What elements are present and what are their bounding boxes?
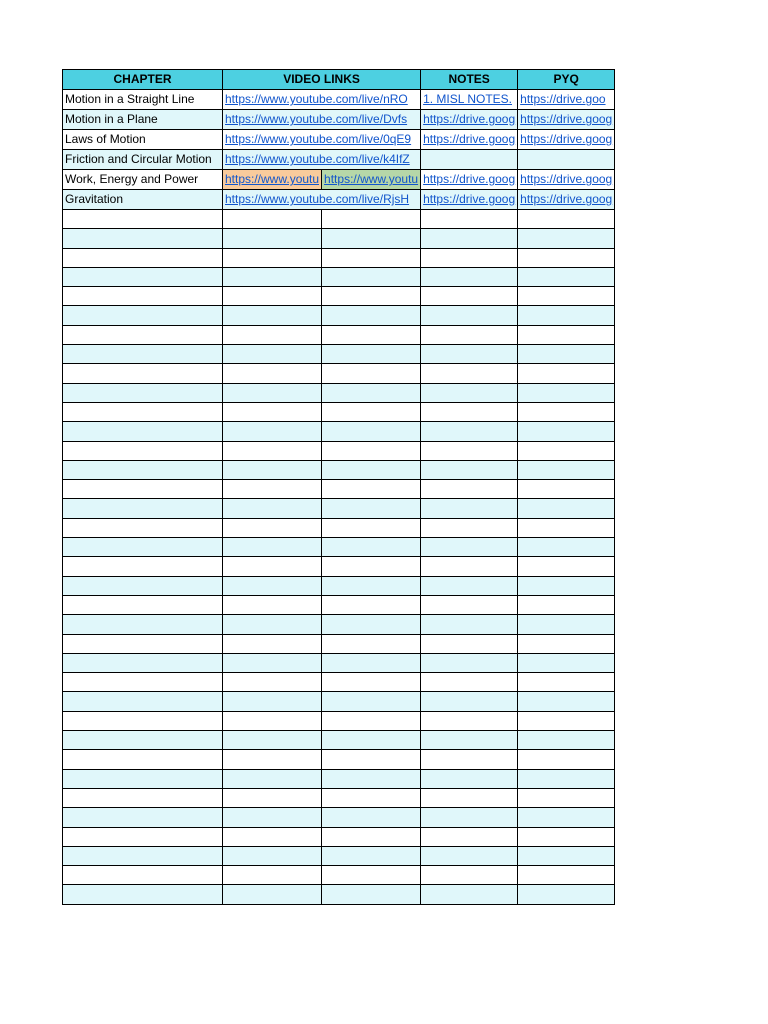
empty-cell[interactable]: [322, 538, 421, 557]
empty-cell[interactable]: [63, 769, 223, 788]
empty-cell[interactable]: [63, 653, 223, 672]
empty-cell[interactable]: [421, 634, 518, 653]
empty-cell[interactable]: [322, 711, 421, 730]
empty-cell[interactable]: [421, 788, 518, 807]
empty-cell[interactable]: [322, 827, 421, 846]
empty-cell[interactable]: [322, 653, 421, 672]
empty-cell[interactable]: [322, 615, 421, 634]
empty-cell[interactable]: [223, 711, 322, 730]
empty-cell[interactable]: [63, 557, 223, 576]
empty-row: [63, 557, 615, 576]
empty-cell[interactable]: [322, 229, 421, 248]
notes-cell[interactable]: [421, 150, 518, 170]
empty-cell[interactable]: [322, 383, 421, 402]
empty-cell[interactable]: [63, 210, 223, 229]
empty-cell[interactable]: [223, 595, 322, 614]
video-link-cell[interactable]: [223, 150, 421, 170]
empty-cell[interactable]: [421, 460, 518, 479]
empty-cell[interactable]: [421, 538, 518, 557]
empty-cell[interactable]: [322, 750, 421, 769]
empty-cell[interactable]: [421, 480, 518, 499]
empty-row: [63, 306, 615, 325]
empty-cell[interactable]: [518, 402, 615, 421]
empty-cell[interactable]: [322, 345, 421, 364]
video-link-cell[interactable]: [223, 110, 421, 130]
empty-cell[interactable]: [322, 325, 421, 344]
pyq-cell[interactable]: [518, 150, 615, 170]
pyq-link[interactable]: https://drive.goo: [520, 92, 606, 106]
empty-cell[interactable]: [322, 595, 421, 614]
empty-cell[interactable]: [223, 769, 322, 788]
empty-cell[interactable]: [223, 441, 322, 460]
empty-cell[interactable]: [63, 422, 223, 441]
chapter-cell[interactable]: Motion in a Plane: [63, 110, 223, 130]
empty-cell[interactable]: [518, 480, 615, 499]
empty-cell[interactable]: [63, 808, 223, 827]
video-link-cell-a[interactable]: [223, 170, 322, 190]
empty-cell[interactable]: [322, 364, 421, 383]
empty-cell[interactable]: [322, 634, 421, 653]
empty-row: [63, 576, 615, 595]
pyq-link-cell[interactable]: [518, 90, 615, 110]
empty-cell[interactable]: [421, 808, 518, 827]
empty-cell[interactable]: [421, 750, 518, 769]
empty-row: [63, 885, 615, 904]
empty-cell[interactable]: [63, 615, 223, 634]
empty-cell[interactable]: [322, 248, 421, 267]
empty-cell[interactable]: [322, 846, 421, 865]
empty-row: [63, 846, 615, 865]
empty-cell[interactable]: [518, 325, 615, 344]
empty-cell[interactable]: [421, 306, 518, 325]
notes-link[interactable]: 1. MISL NOTES.: [423, 92, 513, 106]
video-link[interactable]: https://www.youtube.com/live/nRO: [225, 92, 408, 106]
notes-link[interactable]: https://drive.goog: [423, 132, 516, 146]
header-row: [63, 70, 615, 90]
table-row: [63, 90, 615, 110]
empty-cell[interactable]: [518, 499, 615, 518]
empty-cell[interactable]: [421, 325, 518, 344]
empty-cell[interactable]: [63, 827, 223, 846]
empty-cell[interactable]: [63, 595, 223, 614]
empty-cell[interactable]: [223, 210, 322, 229]
empty-cell[interactable]: [223, 692, 322, 711]
empty-cell[interactable]: [421, 615, 518, 634]
empty-cell[interactable]: [518, 827, 615, 846]
empty-row: [63, 673, 615, 692]
video-link-cell[interactable]: [223, 130, 421, 150]
empty-cell[interactable]: [63, 788, 223, 807]
notes-link-cell[interactable]: [421, 110, 518, 130]
empty-cell[interactable]: [421, 345, 518, 364]
empty-cell[interactable]: [518, 731, 615, 750]
empty-cell[interactable]: [223, 885, 322, 904]
empty-cell[interactable]: [322, 731, 421, 750]
empty-cell[interactable]: [223, 731, 322, 750]
empty-cell[interactable]: [223, 750, 322, 769]
table-row: [63, 170, 615, 190]
empty-cell[interactable]: [322, 499, 421, 518]
pyq-link[interactable]: https://drive.goog: [520, 112, 613, 126]
empty-cell[interactable]: [322, 673, 421, 692]
empty-cell[interactable]: [223, 383, 322, 402]
empty-cell[interactable]: [322, 769, 421, 788]
pyq-link[interactable]: https://drive.goog: [520, 192, 613, 206]
pyq-link[interactable]: https://drive.goog: [520, 172, 613, 186]
empty-row: [63, 210, 615, 229]
empty-cell[interactable]: [223, 345, 322, 364]
empty-cell[interactable]: [223, 808, 322, 827]
empty-cell[interactable]: [63, 538, 223, 557]
empty-cell[interactable]: [322, 808, 421, 827]
notes-link[interactable]: https://drive.goog: [423, 172, 516, 186]
empty-cell[interactable]: [63, 229, 223, 248]
empty-cell[interactable]: [63, 518, 223, 537]
empty-cell[interactable]: [421, 229, 518, 248]
pyq-link-cell[interactable]: [518, 110, 615, 130]
pyq-link[interactable]: https://drive.goog: [520, 132, 613, 146]
empty-cell[interactable]: [518, 287, 615, 306]
chapter-cell[interactable]: Laws of Motion: [63, 130, 223, 150]
chapter-cell[interactable]: Friction and Circular Motion: [63, 150, 223, 170]
table-row: [63, 130, 615, 150]
empty-cell[interactable]: [518, 692, 615, 711]
video-link-cell[interactable]: [223, 90, 421, 110]
empty-cell[interactable]: [63, 866, 223, 885]
empty-cell[interactable]: [223, 653, 322, 672]
empty-cell[interactable]: [322, 576, 421, 595]
notes-link[interactable]: https://drive.goog: [423, 112, 516, 126]
empty-row: [63, 229, 615, 248]
empty-row: [63, 325, 615, 344]
empty-cell[interactable]: [322, 422, 421, 441]
empty-cell[interactable]: [421, 499, 518, 518]
empty-cell[interactable]: [518, 557, 615, 576]
empty-row: [63, 267, 615, 286]
empty-row: [63, 248, 615, 267]
empty-cell[interactable]: [518, 885, 615, 904]
empty-row: [63, 808, 615, 827]
empty-cell[interactable]: [223, 480, 322, 499]
empty-cell[interactable]: [63, 750, 223, 769]
empty-cell[interactable]: [518, 634, 615, 653]
empty-cell[interactable]: [421, 364, 518, 383]
header-notes[interactable]: NOTES: [421, 70, 518, 90]
empty-cell[interactable]: [421, 731, 518, 750]
empty-cell[interactable]: [63, 673, 223, 692]
empty-cell[interactable]: [223, 306, 322, 325]
empty-cell[interactable]: [518, 711, 615, 730]
empty-cell[interactable]: [223, 615, 322, 634]
empty-cell[interactable]: [518, 808, 615, 827]
empty-row: [63, 345, 615, 364]
video-link[interactable]: https://www.youtube.com/live/0qE9: [225, 132, 412, 146]
notes-link-cell[interactable]: [421, 90, 518, 110]
empty-row: [63, 538, 615, 557]
empty-cell[interactable]: [518, 750, 615, 769]
table-row: [63, 110, 615, 130]
empty-cell[interactable]: [421, 885, 518, 904]
pyq-link-cell[interactable]: [518, 170, 615, 190]
notes-link-cell[interactable]: [421, 130, 518, 150]
empty-row: [63, 769, 615, 788]
empty-cell[interactable]: [63, 383, 223, 402]
video-link[interactable]: https://www.youtu: [324, 172, 419, 186]
empty-cell[interactable]: [63, 885, 223, 904]
pyq-link-cell[interactable]: [518, 130, 615, 150]
empty-cell[interactable]: [223, 364, 322, 383]
empty-cell[interactable]: [421, 576, 518, 595]
empty-cell[interactable]: [63, 345, 223, 364]
empty-cell[interactable]: [322, 885, 421, 904]
empty-cell[interactable]: [63, 364, 223, 383]
empty-cell[interactable]: [518, 422, 615, 441]
empty-row: [63, 364, 615, 383]
empty-row: [63, 731, 615, 750]
empty-cell[interactable]: [63, 846, 223, 865]
empty-cell[interactable]: [223, 422, 322, 441]
header-pyq[interactable]: PYQ: [518, 70, 615, 90]
empty-cell[interactable]: [421, 827, 518, 846]
empty-cell[interactable]: [322, 866, 421, 885]
empty-cell[interactable]: [421, 866, 518, 885]
video-link[interactable]: https://www.youtu: [225, 172, 320, 186]
empty-row: [63, 788, 615, 807]
empty-cell[interactable]: [518, 306, 615, 325]
notes-link-cell[interactable]: [421, 170, 518, 190]
empty-row: [63, 499, 615, 518]
empty-cell[interactable]: [518, 615, 615, 634]
empty-cell[interactable]: [518, 576, 615, 595]
empty-cell[interactable]: [421, 595, 518, 614]
empty-cell[interactable]: [63, 267, 223, 286]
empty-cell[interactable]: [223, 788, 322, 807]
empty-row: [63, 402, 615, 421]
empty-cell[interactable]: [421, 711, 518, 730]
empty-row: [63, 595, 615, 614]
empty-cell[interactable]: [223, 267, 322, 286]
empty-cell[interactable]: [322, 441, 421, 460]
empty-cell[interactable]: [518, 383, 615, 402]
video-link[interactable]: https://www.youtube.com/live/k4IfZ: [225, 152, 410, 166]
empty-cell[interactable]: [223, 325, 322, 344]
empty-cell[interactable]: [518, 538, 615, 557]
spreadsheet-table: [62, 69, 615, 905]
empty-cell[interactable]: [63, 480, 223, 499]
empty-cell[interactable]: [63, 576, 223, 595]
table-row: [63, 150, 615, 170]
notes-link-cell[interactable]: [421, 190, 518, 210]
empty-cell[interactable]: [518, 248, 615, 267]
empty-cell[interactable]: [63, 692, 223, 711]
empty-cell[interactable]: [322, 518, 421, 537]
empty-cell[interactable]: [518, 364, 615, 383]
empty-cell[interactable]: [63, 460, 223, 479]
empty-row: [63, 287, 615, 306]
empty-cell[interactable]: [63, 325, 223, 344]
empty-row: [63, 480, 615, 499]
empty-cell[interactable]: [421, 441, 518, 460]
empty-cell[interactable]: [223, 460, 322, 479]
empty-cell[interactable]: [322, 692, 421, 711]
chapter-cell[interactable]: Work, Energy and Power: [63, 170, 223, 190]
video-link[interactable]: https://www.youtube.com/live/Dvfs: [225, 112, 408, 126]
empty-cell[interactable]: [421, 653, 518, 672]
empty-cell[interactable]: [518, 267, 615, 286]
empty-cell[interactable]: [322, 267, 421, 286]
empty-cell[interactable]: [63, 711, 223, 730]
video-link[interactable]: https://www.youtube.com/live/RjsH: [225, 192, 410, 206]
video-link-cell-b[interactable]: [322, 170, 421, 190]
empty-cell[interactable]: [322, 460, 421, 479]
empty-cell[interactable]: [421, 402, 518, 421]
chapter-cell[interactable]: Motion in a Straight Line: [63, 90, 223, 110]
empty-cell[interactable]: [322, 402, 421, 421]
empty-row: [63, 866, 615, 885]
empty-row: [63, 827, 615, 846]
empty-cell[interactable]: [223, 673, 322, 692]
empty-cell[interactable]: [322, 306, 421, 325]
pyq-link-cell[interactable]: [518, 190, 615, 210]
empty-cell[interactable]: [63, 306, 223, 325]
empty-cell[interactable]: [63, 634, 223, 653]
empty-cell[interactable]: [421, 673, 518, 692]
empty-cell[interactable]: [223, 248, 322, 267]
empty-cell[interactable]: [518, 769, 615, 788]
empty-cell[interactable]: [518, 866, 615, 885]
empty-cell[interactable]: [421, 692, 518, 711]
empty-cell[interactable]: [223, 827, 322, 846]
empty-cell[interactable]: [63, 731, 223, 750]
empty-cell[interactable]: [63, 248, 223, 267]
empty-row: [63, 615, 615, 634]
empty-cell[interactable]: [63, 499, 223, 518]
empty-cell[interactable]: [421, 267, 518, 286]
empty-row: [63, 383, 615, 402]
empty-cell[interactable]: [421, 210, 518, 229]
empty-cell[interactable]: [518, 788, 615, 807]
empty-cell[interactable]: [322, 210, 421, 229]
empty-cell[interactable]: [518, 653, 615, 672]
empty-cell[interactable]: [518, 441, 615, 460]
empty-cell[interactable]: [223, 518, 322, 537]
empty-cell[interactable]: [63, 441, 223, 460]
empty-cell[interactable]: [518, 846, 615, 865]
empty-cell[interactable]: [518, 595, 615, 614]
empty-cell[interactable]: [223, 866, 322, 885]
empty-row: [63, 692, 615, 711]
empty-cell[interactable]: [518, 345, 615, 364]
empty-cell[interactable]: [322, 287, 421, 306]
empty-cell[interactable]: [63, 402, 223, 421]
empty-cell[interactable]: [322, 788, 421, 807]
empty-cell[interactable]: [223, 499, 322, 518]
empty-row: [63, 711, 615, 730]
empty-cell[interactable]: [421, 287, 518, 306]
notes-link[interactable]: https://drive.goog: [423, 192, 516, 206]
empty-cell[interactable]: [223, 402, 322, 421]
empty-row: [63, 422, 615, 441]
empty-row: [63, 460, 615, 479]
empty-row: [63, 750, 615, 769]
empty-cell[interactable]: [322, 557, 421, 576]
header-chapter[interactable]: CHAPTER: [63, 70, 223, 90]
empty-row: [63, 441, 615, 460]
empty-row: [63, 518, 615, 537]
empty-cell[interactable]: [223, 557, 322, 576]
table-row: [63, 190, 615, 210]
empty-cell[interactable]: [421, 248, 518, 267]
empty-row: [63, 634, 615, 653]
empty-cell[interactable]: [223, 846, 322, 865]
empty-cell[interactable]: [223, 538, 322, 557]
header-video-links[interactable]: VIDEO LINKS: [223, 70, 421, 90]
empty-cell[interactable]: [322, 480, 421, 499]
empty-cell[interactable]: [223, 576, 322, 595]
empty-cell[interactable]: [518, 229, 615, 248]
empty-cell[interactable]: [518, 673, 615, 692]
empty-cell[interactable]: [518, 210, 615, 229]
empty-cell[interactable]: [518, 518, 615, 537]
video-link-cell[interactable]: [223, 190, 421, 210]
empty-cell[interactable]: [223, 634, 322, 653]
empty-cell[interactable]: [421, 518, 518, 537]
empty-cell[interactable]: [421, 383, 518, 402]
empty-cell[interactable]: [421, 422, 518, 441]
empty-cell[interactable]: [421, 846, 518, 865]
empty-cell[interactable]: [63, 287, 223, 306]
empty-cell[interactable]: [223, 229, 322, 248]
empty-cell[interactable]: [518, 460, 615, 479]
empty-cell[interactable]: [223, 287, 322, 306]
empty-cell[interactable]: [421, 557, 518, 576]
empty-cell[interactable]: [421, 769, 518, 788]
chapter-cell[interactable]: Gravitation: [63, 190, 223, 210]
empty-row: [63, 653, 615, 672]
